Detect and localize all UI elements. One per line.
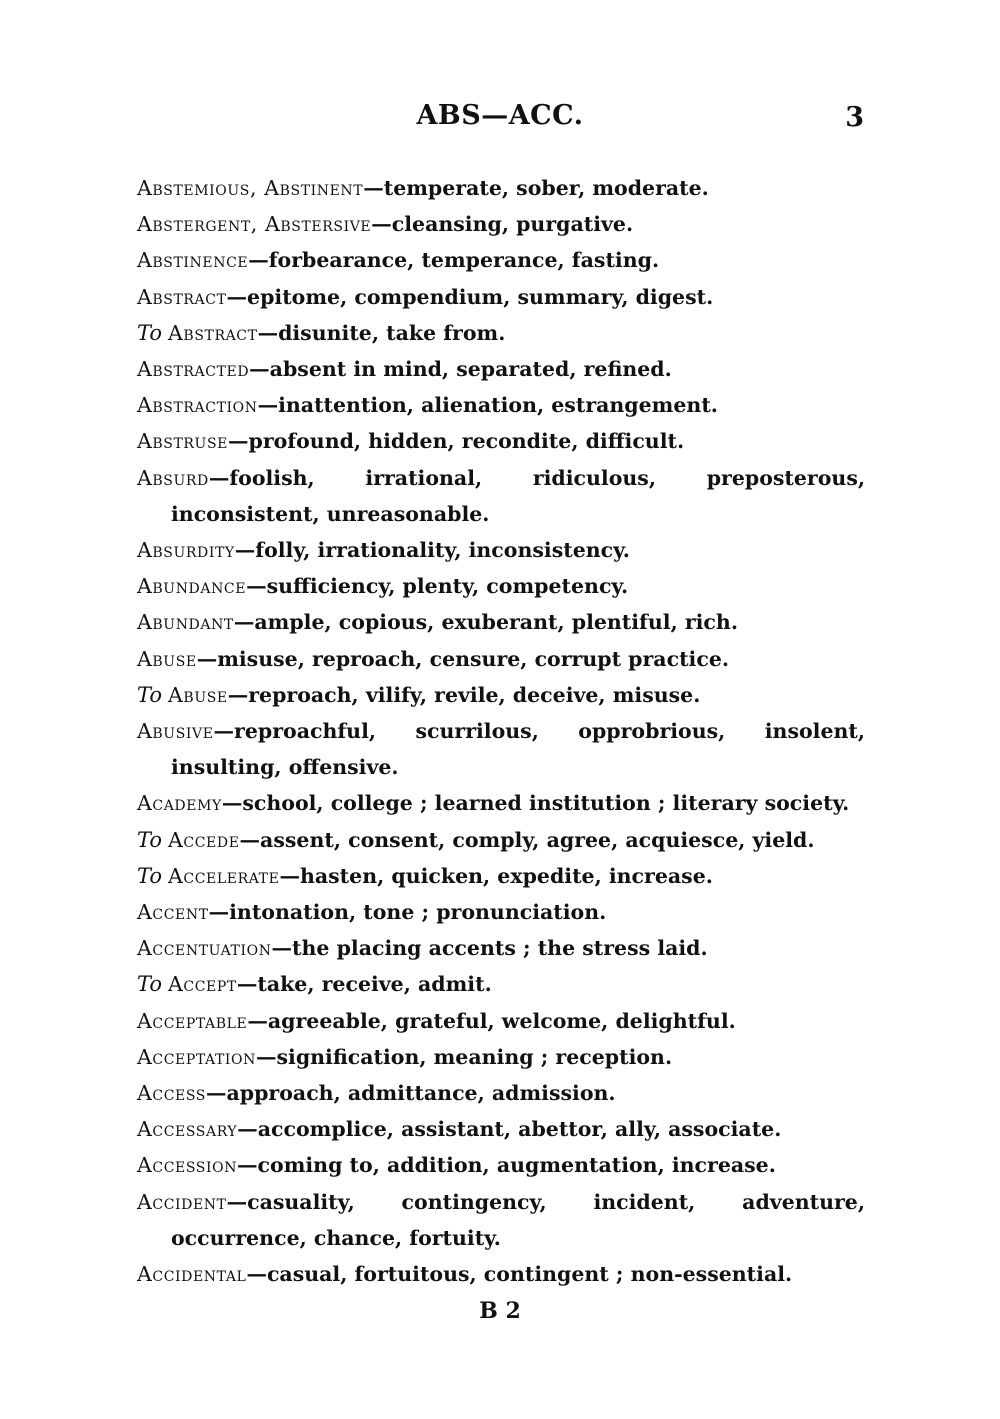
entry-headword: Accident (137, 1189, 227, 1214)
dictionary-entry (137, 858, 865, 894)
entry-dash: — (227, 682, 249, 707)
entry-definition: school, college ; learned institution ; literary society. (242, 791, 850, 816)
entry-dash: — (239, 827, 261, 852)
entry-dash: — (271, 936, 293, 961)
entry-headword: Acceptable (137, 1008, 248, 1033)
entry-dash: — (226, 284, 248, 309)
printer-signature: B 2 (479, 1298, 521, 1324)
entry-headword: Abstergent, Abstersive (137, 212, 372, 237)
entry-prefix: To (137, 863, 163, 888)
entry-definition: hasten, quicken, expedite, increase. (299, 863, 713, 888)
dictionary-entry (137, 1256, 865, 1292)
entry-definition: cleansing, purgative. (391, 212, 634, 237)
entry-headword: Accelerate (168, 863, 280, 888)
entry-definition: inattention, alienation, estrangement. (278, 393, 718, 418)
entry-definition: foolish, irrational, ridiculous, preposterous, inconsistent, unreasonable. (171, 465, 865, 526)
entry-definition: casuality, contingency, incident, adventure, occurrence, chance, fortuity. (171, 1189, 865, 1250)
entry-prefix: To (137, 682, 163, 707)
entry-dash: — (237, 1153, 258, 1178)
dictionary-entry (137, 279, 865, 315)
dictionary-entry (137, 713, 865, 785)
entry-definition: profound, hidden, recondite, difficult. (248, 429, 685, 454)
entry-prefix: To (137, 827, 163, 852)
entry-dash: — (257, 320, 279, 345)
dictionary-entry (137, 1003, 865, 1039)
entry-dash: — (213, 719, 235, 744)
entry-headword: Absurdity (137, 538, 235, 563)
entry-headword: Accidental (137, 1262, 247, 1287)
entry-definition: reproach, vilify, revile, deceive, misuse. (248, 682, 701, 707)
entry-definition: coming to, addition, augmentation, increase. (257, 1153, 776, 1178)
entry-prefix: To (137, 972, 163, 997)
entry-dash: — (233, 610, 255, 635)
entry-dash: — (208, 900, 230, 925)
entry-definition: reproachful, scurrilous, opprobrious, insolent, insulting, offensive. (171, 719, 865, 780)
entry-headword: Abstemious, Abstinent (137, 176, 364, 200)
entry-definition: sufficiency, plenty, competency. (266, 574, 629, 599)
dictionary-entry (137, 1075, 865, 1111)
entry-headword: Abundant (137, 610, 234, 635)
page-title: ABS—ACC. (416, 100, 584, 131)
entry-definition: intonation, tone ; pronunciation. (229, 900, 607, 925)
entry-definition: casual, fortuitous, contingent ; non-essential. (266, 1262, 793, 1287)
dictionary-entry (137, 966, 865, 1002)
entry-definition: disunite, take from. (278, 320, 506, 345)
page-number: 3 (845, 102, 864, 133)
entry-dash: — (279, 863, 300, 888)
entry-dash: — (208, 465, 230, 490)
entry-headword: Abundance (137, 574, 247, 599)
entry-dash: — (205, 1081, 227, 1106)
dictionary-entry (137, 894, 865, 930)
entry-definition: accomplice, assistant, abettor, ally, associate. (257, 1117, 782, 1142)
entry-dash: — (255, 1044, 277, 1069)
entry-dash: — (237, 1117, 258, 1142)
entry-dash: — (247, 1008, 268, 1033)
dictionary-entry (137, 1111, 865, 1147)
entry-definition: the placing accents ; the stress laid. (292, 936, 708, 961)
dictionary-entry (137, 641, 865, 677)
entry-dash: — (246, 1262, 267, 1287)
entry-dash: — (226, 1189, 248, 1214)
entry-headword: Accentuation (137, 936, 272, 961)
entry-dash: — (234, 538, 256, 563)
dictionary-entry (137, 1039, 865, 1075)
entry-headword: Accept (168, 972, 237, 997)
entry-headword: Accede (168, 827, 240, 852)
entry-definition: epitome, compendium, summary, digest. (247, 284, 714, 309)
entry-definition: agreeable, grateful, welcome, delightful. (267, 1008, 736, 1033)
entry-headword: Abusive (137, 719, 214, 744)
dictionary-entry (137, 822, 865, 858)
entry-dash: — (246, 574, 267, 599)
entry-definition: forbearance, temperance, fasting. (268, 248, 660, 273)
dictionary-entry (137, 206, 865, 242)
dictionary-entry (137, 677, 865, 713)
entry-headword: Abstruse (137, 429, 228, 454)
dictionary-entry (137, 387, 865, 423)
entry-definition: misuse, reproach, censure, corrupt practice. (217, 646, 729, 671)
dictionary-entry (137, 1147, 865, 1183)
dictionary-entry (137, 1184, 865, 1256)
entry-headword: Academy (137, 791, 222, 816)
entry-headword: Abstract (137, 284, 227, 309)
dictionary-entry (137, 170, 865, 206)
entry-dash: — (249, 357, 270, 382)
entry-prefix: To (137, 320, 163, 345)
dictionary-entry (137, 242, 865, 278)
entry-headword: Abstracted (137, 357, 250, 382)
dictionary-entry (137, 460, 865, 532)
running-head (0, 100, 1000, 144)
entry-headword: Accent (137, 900, 209, 925)
entry-dash: — (363, 176, 384, 200)
entry-headword: Accession (137, 1153, 238, 1178)
entry-headword: Abuse (137, 646, 197, 671)
entry-dash: — (248, 248, 269, 273)
entry-dash: — (221, 791, 243, 816)
dictionary-entry (137, 315, 865, 351)
dictionary-entry (137, 604, 865, 640)
entry-definition: folly, irrationality, inconsistency. (255, 538, 630, 563)
entry-headword: Access (137, 1081, 206, 1106)
dictionary-entry (137, 423, 865, 459)
entry-headword: Absurd (137, 465, 209, 490)
entry-definition: temperate, sober, moderate. (383, 176, 709, 200)
dictionary-entry (137, 785, 865, 821)
entry-dash: — (236, 972, 258, 997)
entry-definition: absent in mind, separated, refined. (269, 357, 672, 382)
entry-headword: Acceptation (137, 1044, 256, 1069)
entry-definition: take, receive, admit. (257, 972, 492, 997)
entry-dash: — (227, 429, 249, 454)
entry-dash: — (196, 646, 218, 671)
entry-headword: Abstraction (137, 393, 258, 418)
entry-headword: Abstract (168, 320, 258, 345)
entry-headword: Accessary (137, 1117, 238, 1142)
entry-dash: — (257, 393, 279, 418)
entry-definition: signification, meaning ; reception. (276, 1044, 673, 1069)
entry-dash: — (371, 212, 392, 237)
dictionary-entry (137, 351, 865, 387)
entry-definition: assent, consent, comply, agree, acquiesce, yield. (260, 827, 815, 852)
dictionary-entry (137, 532, 865, 568)
entry-definition: approach, admittance, admission. (226, 1081, 616, 1106)
dictionary-entry (137, 568, 865, 604)
dictionary-entry (137, 930, 865, 966)
entry-definition: ample, copious, exuberant, plentiful, rich. (254, 610, 738, 635)
entry-headword: Abstinence (137, 248, 249, 273)
entry-headword: Abuse (168, 682, 228, 707)
dictionary-entries (137, 170, 865, 1292)
